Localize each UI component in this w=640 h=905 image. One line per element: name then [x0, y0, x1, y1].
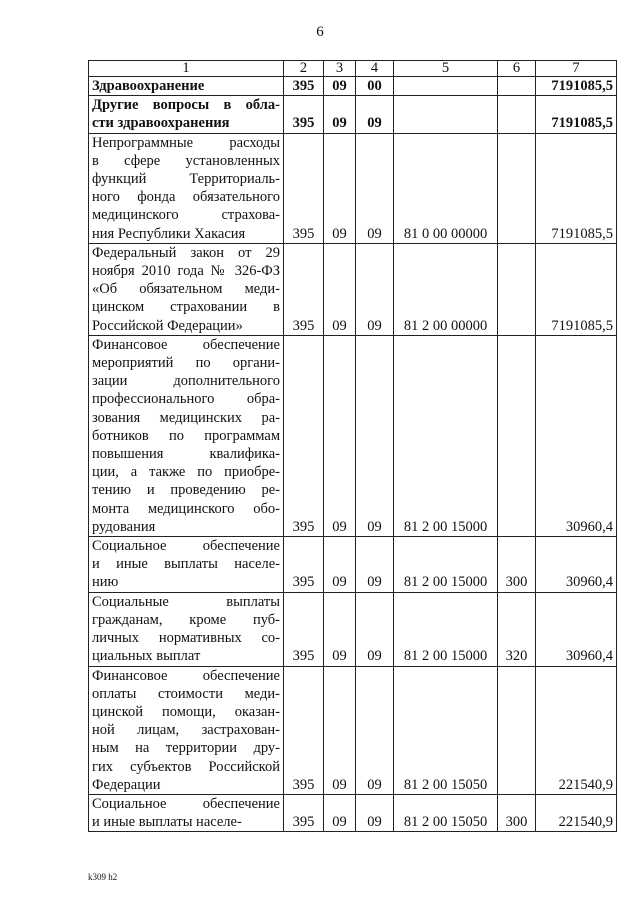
table-row — [89, 335, 617, 536]
section-code: 09 — [324, 133, 356, 243]
expense-type-code — [498, 77, 536, 96]
column-header: 2 — [284, 61, 324, 77]
table-row — [89, 592, 617, 666]
description-line: Непрограммные расходы — [92, 134, 280, 151]
department-code: 395 — [284, 243, 324, 335]
target-article-code — [394, 77, 498, 96]
expense-type-code — [498, 96, 536, 133]
department-code: 395 — [284, 77, 324, 96]
target-article-code: 81 2 00 00000 — [394, 243, 498, 335]
row-description — [89, 77, 284, 96]
description-line: цинском страховании в — [92, 299, 280, 316]
expense-type-code — [498, 243, 536, 335]
description-line: профессионального обра- — [92, 391, 280, 408]
description-line: Российской Федерации» — [92, 317, 243, 334]
description-line: циальных выплат — [92, 648, 201, 665]
subsection-code: 09 — [356, 794, 394, 831]
section-code: 09 — [324, 537, 356, 593]
column-header: 4 — [356, 61, 394, 77]
target-article-code — [394, 96, 498, 133]
description-line: ции, а также по приобре- — [92, 464, 280, 481]
table-row — [89, 666, 617, 794]
section-code: 09 — [324, 96, 356, 133]
description-line: ноября 2010 года № 326-ФЗ — [92, 263, 280, 280]
description-line: функций Территориаль- — [92, 171, 280, 188]
description-line: сти здравоохранения — [92, 115, 230, 132]
department-code: 395 — [284, 335, 324, 536]
column-header: 6 — [498, 61, 536, 77]
subsection-code: 09 — [356, 537, 394, 593]
expense-type-code: 320 — [498, 592, 536, 666]
expense-type-code — [498, 133, 536, 243]
header-row — [89, 61, 617, 77]
target-article-code: 81 2 00 15050 — [394, 794, 498, 831]
section-code: 09 — [324, 77, 356, 96]
description-line: Федеральный закон от 29 — [92, 244, 280, 261]
description-line: ным на территории дру- — [92, 740, 280, 757]
description-line: гражданам, кроме пуб- — [92, 611, 280, 628]
department-code: 395 — [284, 666, 324, 794]
description-line: Федерации — [92, 776, 161, 793]
table-row — [89, 77, 617, 96]
target-article-code: 81 2 00 15000 — [394, 537, 498, 593]
amount: 30960,4 — [536, 592, 617, 666]
table-row — [89, 96, 617, 133]
section-code: 09 — [324, 243, 356, 335]
department-code: 395 — [284, 133, 324, 243]
description-line: ботников по программам — [92, 427, 280, 444]
description-line: монта медицинского обо- — [92, 500, 280, 517]
description-line: Финансовое обеспечение — [92, 336, 280, 353]
expense-type-code: 300 — [498, 537, 536, 593]
row-description — [89, 666, 284, 794]
description-line: личных нормативных со- — [92, 630, 280, 647]
description-line: нию — [92, 574, 119, 591]
target-article-code: 81 2 00 15000 — [394, 592, 498, 666]
amount: 221540,9 — [536, 666, 617, 794]
department-code: 395 — [284, 96, 324, 133]
page-number: 6 — [316, 24, 324, 40]
amount: 7191085,5 — [536, 96, 617, 133]
amount: 7191085,5 — [536, 77, 617, 96]
row-description — [89, 243, 284, 335]
description-line: оплаты стоимости меди- — [92, 685, 280, 702]
description-line: мероприятий по органи- — [92, 355, 280, 372]
row-description — [89, 96, 284, 133]
expense-type-code: 300 — [498, 794, 536, 831]
description-line: Здравоохранение — [92, 78, 205, 94]
table-row — [89, 794, 617, 831]
description-line: Финансовое обеспечение — [92, 667, 280, 684]
column-header: 7 — [536, 61, 617, 77]
section-code: 09 — [324, 666, 356, 794]
description-line: и иные выплаты населе- — [92, 556, 280, 573]
row-description — [89, 335, 284, 536]
department-code: 395 — [284, 794, 324, 831]
row-description — [89, 592, 284, 666]
row-description — [89, 794, 284, 831]
description-line: «Об обязательном меди- — [92, 281, 280, 298]
expense-type-code — [498, 335, 536, 536]
column-header: 3 — [324, 61, 356, 77]
column-header: 5 — [394, 61, 498, 77]
description-line: Социальные выплаты — [92, 593, 280, 610]
column-header: 1 — [89, 61, 284, 77]
section-code: 09 — [324, 592, 356, 666]
description-line: гих субъектов Российской — [92, 758, 280, 775]
footer-code: k309 h2 — [88, 872, 118, 882]
description-line: повышения квалифика- — [92, 446, 280, 463]
subsection-code: 00 — [356, 77, 394, 96]
description-line: рудования — [92, 518, 156, 535]
budget-table — [88, 60, 617, 832]
amount: 7191085,5 — [536, 133, 617, 243]
amount: 30960,4 — [536, 537, 617, 593]
department-code: 395 — [284, 537, 324, 593]
subsection-code: 09 — [356, 243, 394, 335]
description-line: ной лицам, застрахован- — [92, 722, 280, 739]
target-article-code: 81 2 00 15050 — [394, 666, 498, 794]
description-line: Другие вопросы в обла- — [92, 97, 280, 114]
description-line: цинской помощи, оказан- — [92, 703, 280, 720]
description-line: тению и проведению ре- — [92, 482, 280, 499]
department-code: 395 — [284, 592, 324, 666]
subsection-code: 09 — [356, 335, 394, 536]
subsection-code: 09 — [356, 96, 394, 133]
description-line: зации дополнительного — [92, 373, 280, 390]
row-description — [89, 133, 284, 243]
target-article-code: 81 0 00 00000 — [394, 133, 498, 243]
table-row — [89, 537, 617, 593]
subsection-code: 09 — [356, 666, 394, 794]
section-code: 09 — [324, 794, 356, 831]
description-line: медицинского страхова- — [92, 207, 280, 224]
description-line: ния Республики Хакасия — [92, 225, 246, 242]
subsection-code: 09 — [356, 592, 394, 666]
description-line: ного фонда обязательного — [92, 189, 280, 206]
description-line: Социальное обеспечение — [92, 538, 280, 555]
subsection-code: 09 — [356, 133, 394, 243]
amount: 30960,4 — [536, 335, 617, 536]
description-line: в сфере установленных — [92, 152, 280, 169]
table-row — [89, 243, 617, 335]
row-description — [89, 537, 284, 593]
section-code: 09 — [324, 335, 356, 536]
amount: 221540,9 — [536, 794, 617, 831]
description-line: Социальное обеспечение — [92, 795, 280, 812]
description-line: зования медицинских ра- — [92, 409, 280, 426]
description-line: и иные выплаты населе- — [92, 814, 242, 831]
target-article-code: 81 2 00 15000 — [394, 335, 498, 536]
table-row — [89, 133, 617, 243]
expense-type-code — [498, 666, 536, 794]
amount: 7191085,5 — [536, 243, 617, 335]
